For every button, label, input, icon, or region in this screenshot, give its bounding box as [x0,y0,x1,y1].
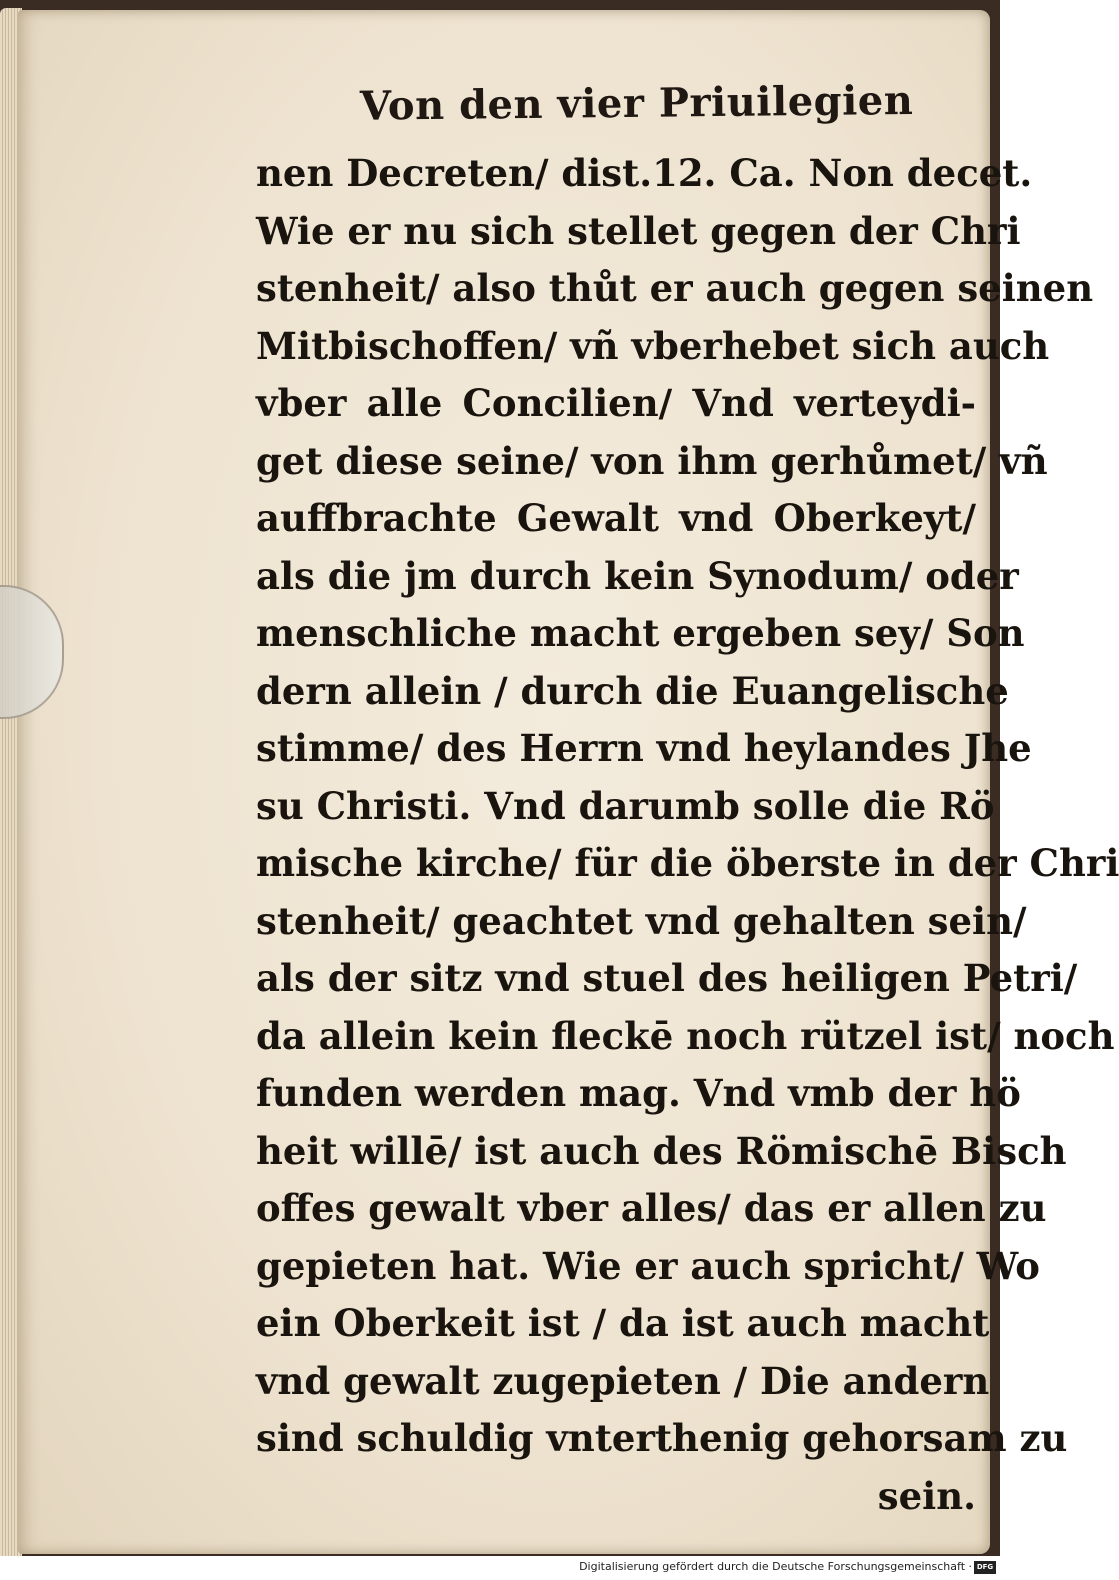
body-text [256,145,1119,1525]
text-line: auffbrachte Gewalt vnd Oberkeyt/ [256,496,976,540]
text-line: stenheit/ also thůt er auch gegen seinen [256,266,1094,310]
funding-credit: Digitalisierung gefördert durch die Deutsche Forschungsgemeinschaft · [579,1560,972,1573]
text-line: nen Decreten/ dist.12. Ca. Non decet. [256,151,1033,195]
text-line: get diese seine/ von ihm gerhůmet/ vñ [256,438,1048,483]
text-line: da allein kein fleckē noch rützel ist/ noch [256,1013,1115,1058]
text-line: menschliche macht ergeben sey/ Son [256,611,1025,655]
text-line: dern allein / durch die Euangelische [256,668,1009,713]
text-line: vnd gewalt zugepieten / Die andern [256,1358,990,1403]
text-line: vber alle Concilien/ Vnd verteydi- [256,381,976,425]
text-line: als der sitz vnd stuel des heiligen Petri/ [256,956,1078,1000]
text-line: Wie er nu sich stellet gegen der Chri [256,208,1021,253]
text-line: Mitbischoffen/ vñ vberhebet sich auch [256,323,1050,368]
text-line: stimme/ des Herrn vnd heylandes Jhe [256,726,1032,770]
text-line: stenheit/ geachtet vnd gehalten sein/ [256,898,1027,943]
text-line: sein. [877,1473,976,1518]
text-line: su Christi. Vnd darumb solle die Rö [256,783,995,828]
text-line: gepieten hat. Wie er auch spricht/ Wo [256,1243,1040,1288]
text-line: heit willē/ ist auch des Römischē Bisch [256,1128,1067,1173]
text-line: ein Oberkeit ist / da ist auch macht [256,1301,990,1345]
dfg-logo: DFG [974,1561,996,1574]
text-line: mische kirche/ für die öberste in der Chri [256,841,1119,885]
text-line: sind schuldig vnterthenig gehorsam zu [256,1416,1068,1460]
text-line: offes gewalt vber alles/ das er allen zu [256,1186,1047,1230]
running-header: Von den vier Priuilegien [359,76,914,130]
text-line: funden werden mag. Vnd vmb der hö [256,1071,1021,1115]
text-line: als die jm durch kein Synodum/ oder [256,553,1019,598]
